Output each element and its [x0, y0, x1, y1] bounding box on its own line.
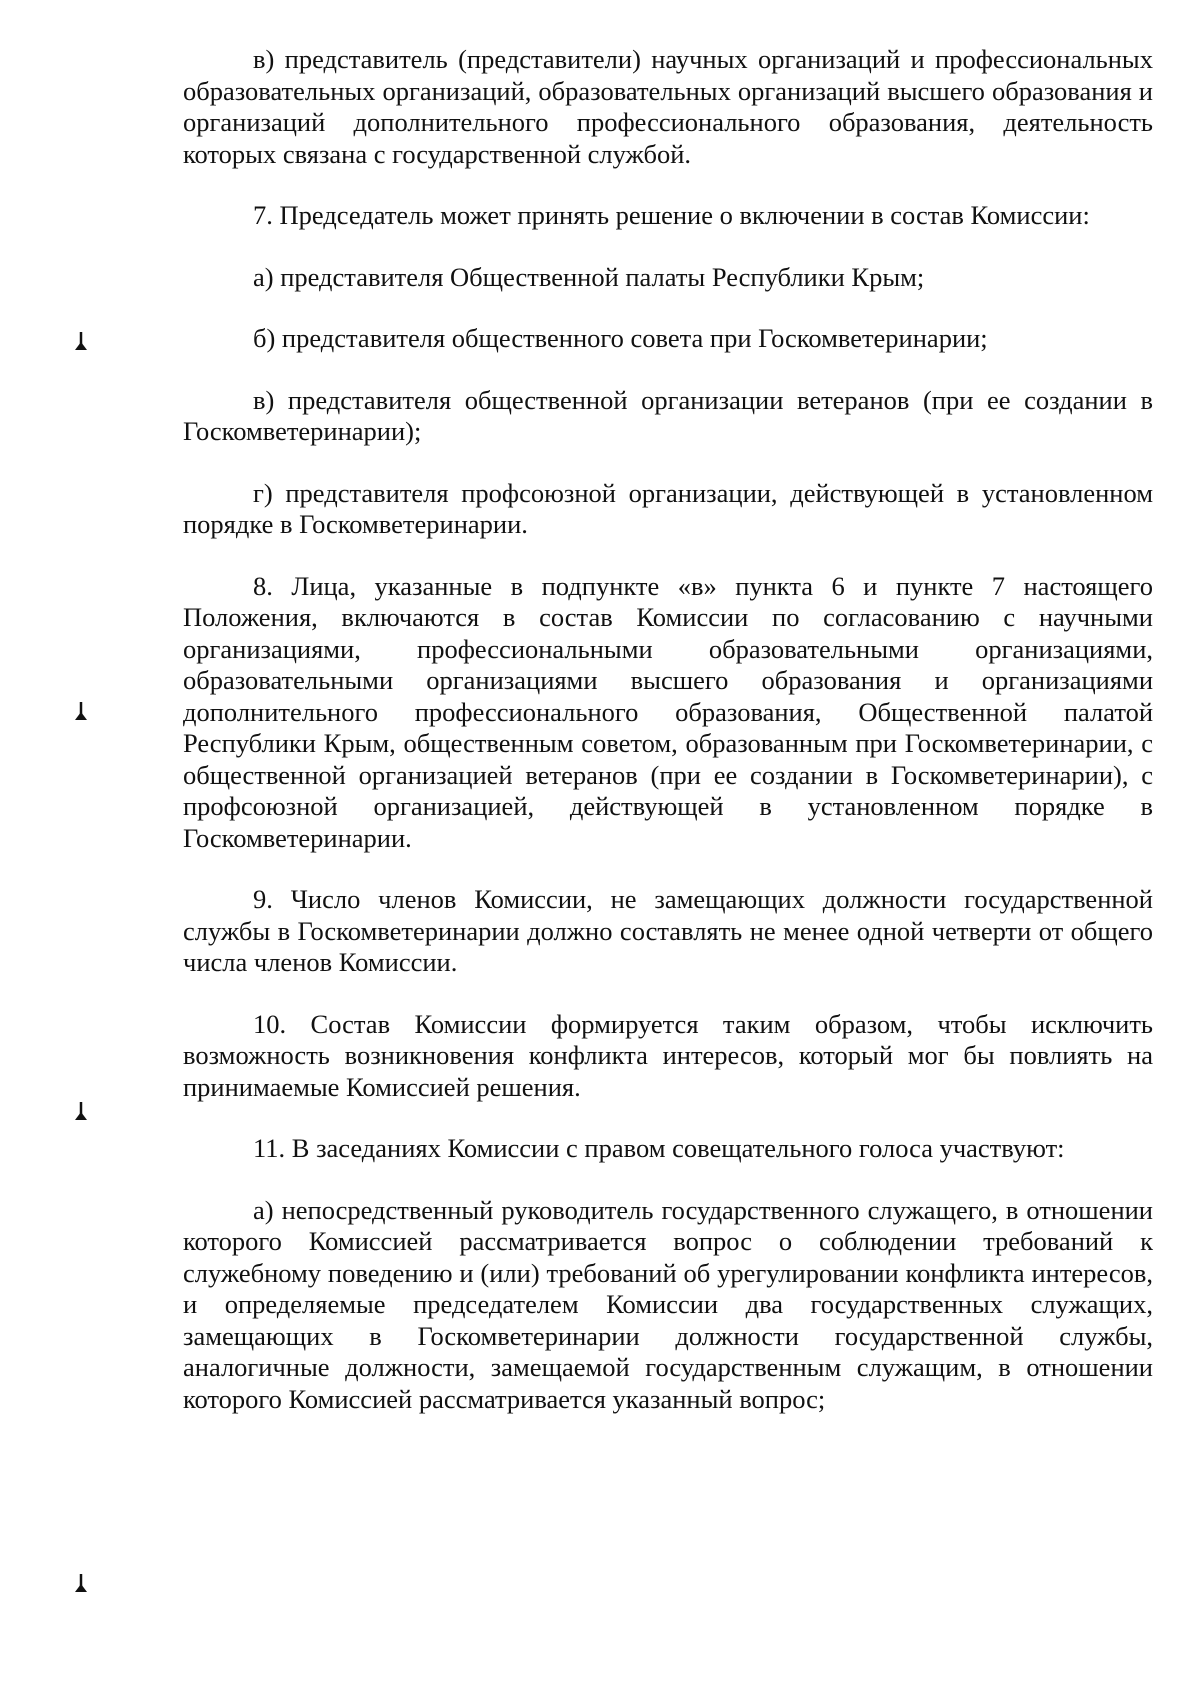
binding-hole-mark-icon [74, 330, 88, 352]
paragraph-11: 11. В заседаниях Комиссии с правом совещательного голоса участвуют: [253, 1133, 1065, 1163]
paragraph-7b: б) представителя общественного совета при Госкомветеринарии; [253, 323, 988, 353]
paragraph-11a: а) непосредственный руководитель государственного служащего, в отношении которого Комиссией рассматривается вопрос о соблюдении требований к служебному поведению и (или) требований об урегулировании конфликта интересов, и определяемые председателем Комиссии два государственных служащих, замещающих в Госкомветеринарии должности государственной службы, аналогичные должности, замещаемой государственным служащим, в отношении которого Комиссией рассматривается указанный вопрос; [183, 1194, 1153, 1414]
binding-hole-mark-icon [74, 1572, 88, 1594]
paragraph-7g: г) представителя профсоюзной организации, действующей в установленном порядке в Госкомветеринарии. [183, 477, 1153, 539]
paragraph-7a: а) представителя Общественной палаты Республики Крым; [253, 261, 925, 292]
paragraph-7v: в) представителя общественной организации ветеранов (при ее создании в Госкомветеринарии); [183, 384, 1153, 446]
binding-hole-mark-icon [74, 1100, 88, 1122]
paragraph-9: 9. Число членов Комиссии, не замещающих должности государственной службы в Госкомветеринарии должно составлять не менее одной четверти от общего числа членов Комиссии. [183, 884, 1153, 977]
paragraph-8: 8. Лица, указанные в подпункте «в» пункта 6 и пункте 7 настоящего Положения, включаются в состав Комиссии по согласованию с научными организациями, профессиональными образовательными организациями, образовательными организациями высшего образования и организациями дополнительного профессионального образования, Общественной палатой Республики Крым, общественным советом, образованным при Госкомветеринарии, с общественной организацией ветеранов (при ее создании в Госкомветеринарии), с профсоюзной организацией, действующей в установленном порядке в Госкомветеринарии. [183, 570, 1153, 853]
document-page [183, 44, 1153, 1445]
paragraph-6v: в) представитель (представители) научных организаций и профессиональных образовательных организаций, образовательных организаций высшего образования и организаций дополнительного профессионального образования, деятельность которых связана с государственной службой. [183, 44, 1153, 169]
paragraph-7: 7. Председатель может принять решение о включении в состав Комиссии: [253, 200, 1090, 230]
paragraph-10: 10. Состав Комиссии формируется таким образом, чтобы исключить возможность возникновения конфликта интересов, который мог бы повлиять на принимаемые Комиссией решения. [183, 1008, 1153, 1102]
binding-hole-mark-icon [74, 700, 88, 722]
